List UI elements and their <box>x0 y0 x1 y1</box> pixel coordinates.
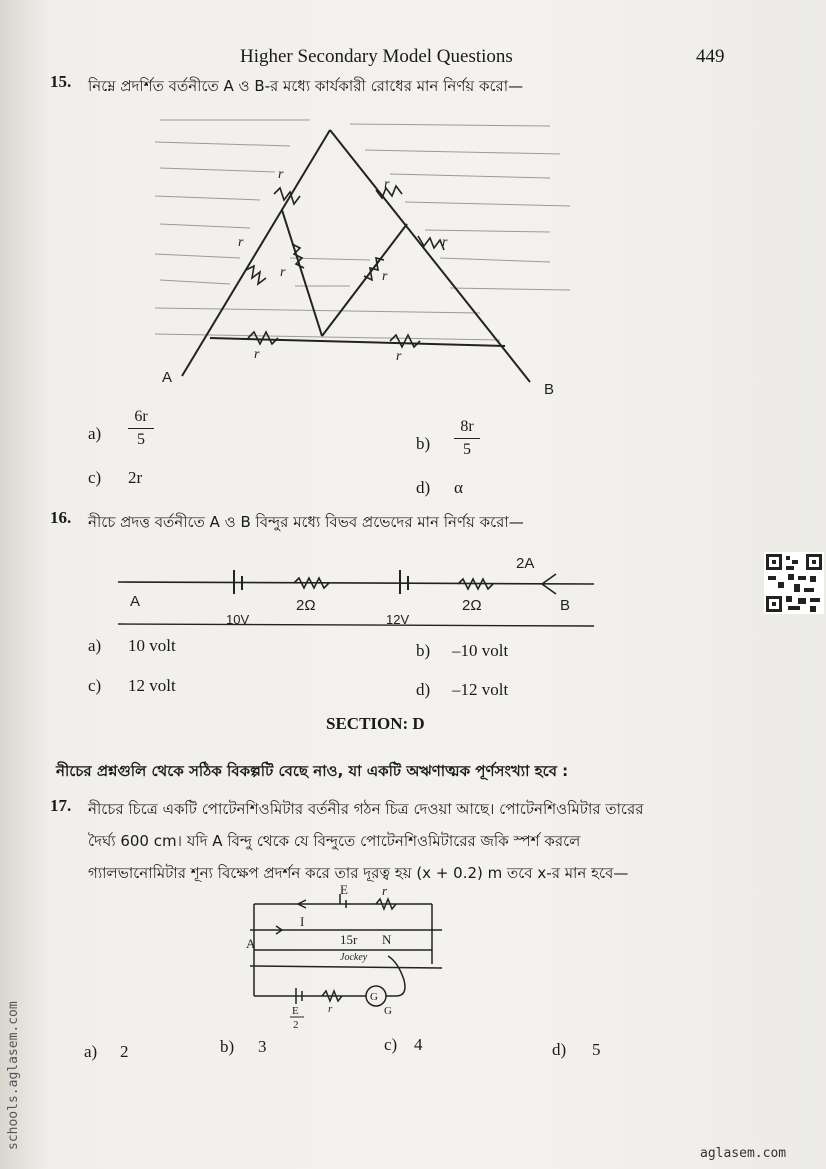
q16-option-b-key: b) <box>416 641 431 660</box>
q17-r-label: r <box>382 883 388 898</box>
q15-label-a: A <box>162 369 173 386</box>
q17-option-d-value: 5 <box>592 1040 601 1059</box>
q15-resistor-label: r <box>278 167 284 182</box>
svg-text:r: r <box>280 265 286 280</box>
page-number: 449 <box>696 46 725 67</box>
qr-code-icon <box>764 552 824 614</box>
q17-option-a-key: a) <box>84 1042 98 1061</box>
q17-potentiometer-diagram <box>246 882 446 1032</box>
q16-res1-label: 2Ω <box>296 597 316 614</box>
q15-option-a-fraction: 6r 5 <box>126 408 156 449</box>
svg-text:r: r <box>382 269 388 284</box>
q17-e2-num: E <box>292 1005 299 1017</box>
q17-r2-label: r <box>328 1003 333 1015</box>
svg-text:r: r <box>396 349 402 364</box>
q16-option-d-key: d) <box>416 680 431 699</box>
q16-option-a-value: 10 volt <box>128 636 176 655</box>
svg-text:r: r <box>384 177 390 192</box>
q17-e2-den: 2 <box>293 1019 299 1031</box>
q16-option-c-key: c) <box>88 676 102 695</box>
q17-15r-label: 15r <box>340 932 358 947</box>
q16-label-a: A <box>130 593 141 610</box>
q16-option-a-key: a) <box>88 636 102 655</box>
q17-option-a-value: 2 <box>120 1042 129 1061</box>
svg-text:r: r <box>254 347 260 362</box>
q16-series-circuit-diagram <box>116 552 596 632</box>
q16-option-d-value: –12 volt <box>452 680 509 699</box>
q16-current-label: 2A <box>516 555 535 572</box>
q17-option-d-key: d) <box>552 1040 567 1059</box>
q17-number: 17. <box>50 796 72 815</box>
q15-option-d-value: α <box>454 478 463 497</box>
q17-option-b-key: b) <box>220 1037 235 1056</box>
q17-option-c-value: 4 <box>414 1035 423 1054</box>
q17-option-b-value: 3 <box>258 1037 267 1056</box>
q15-number: 15. <box>50 72 72 91</box>
q17-text-line-1: নীচের চিত্রে একটি পোটেনশিওমিটার বর্তনীর গঠন চিত্র দেওয়া আছে। পোটেনশিওমিটার তারের <box>88 800 644 818</box>
svg-text:r: r <box>442 235 448 250</box>
footer-watermark: aglasem.com <box>700 1146 787 1161</box>
q16-number: 16. <box>50 508 72 527</box>
q16-cell2-label: 12V <box>386 612 410 627</box>
q16-option-b-value: –10 volt <box>452 641 509 660</box>
q17-i-label: I <box>300 914 305 929</box>
q15-text: নিম্নে প্রদর্শিত বর্তনীতে A ও B-র মধ্যে কার্যকারী রোধের মান নির্ণয় করো— <box>88 77 524 95</box>
q15-option-c-key: c) <box>88 468 102 487</box>
q17-option-c-key: c) <box>384 1035 398 1054</box>
q17-text-line-2: দৈর্ঘ্য 600 cm। যদি A বিন্দু থেকে যে বিন্দুতে পোটেনশিওমিটারের জকি স্পর্শ করলে <box>88 832 581 850</box>
q16-res2-label: 2Ω <box>462 597 482 614</box>
svg-text:r: r <box>238 235 244 250</box>
q16-text: নীচে প্রদত্ত বর্তনীতে A ও B বিন্দুর মধ্যে বিভব প্রভেদের মান নির্ণয় করো— <box>88 513 524 531</box>
section-instruction: নীচের প্রশ্নগুলি থেকে সঠিক বিকল্পটি বেছে নাও, যা একটি অঋণাত্মক পূর্ণসংখ্যা হবে : <box>56 762 569 780</box>
q15-label-b: B <box>544 381 555 398</box>
q17-text-line-3: গ্যালভানোমিটার শূন্য বিক্ষেপ প্রদর্শন করে তার দূরত্ব হয় (x + 0.2) m তবে x-র মান হবে— <box>88 864 629 882</box>
q15-option-c-value: 2r <box>128 468 143 487</box>
page-header-title: Higher Secondary Model Questions <box>240 46 513 67</box>
q17-n-label: N <box>382 932 392 947</box>
section-title: SECTION: D <box>326 714 425 733</box>
q15-option-b-key: b) <box>416 434 431 453</box>
q15-triangle-circuit-diagram <box>150 108 590 408</box>
q16-option-c-value: 12 volt <box>128 676 176 695</box>
q16-cell1-label: 10V <box>226 612 250 627</box>
q15-option-b-fraction: 8r 5 <box>452 418 482 459</box>
q15-option-a-key: a) <box>88 424 102 443</box>
q17-e-label: E <box>340 882 348 897</box>
q17-a-label: A <box>246 936 256 951</box>
galvanometer-icon: G <box>370 991 378 1003</box>
q17-jockey-label: Jockey <box>340 952 368 963</box>
q17-g-label: G <box>384 1005 392 1017</box>
side-watermark: schools.aglasem.com <box>6 1001 21 1150</box>
q15-option-d-key: d) <box>416 478 431 497</box>
q16-label-b: B <box>560 597 571 614</box>
